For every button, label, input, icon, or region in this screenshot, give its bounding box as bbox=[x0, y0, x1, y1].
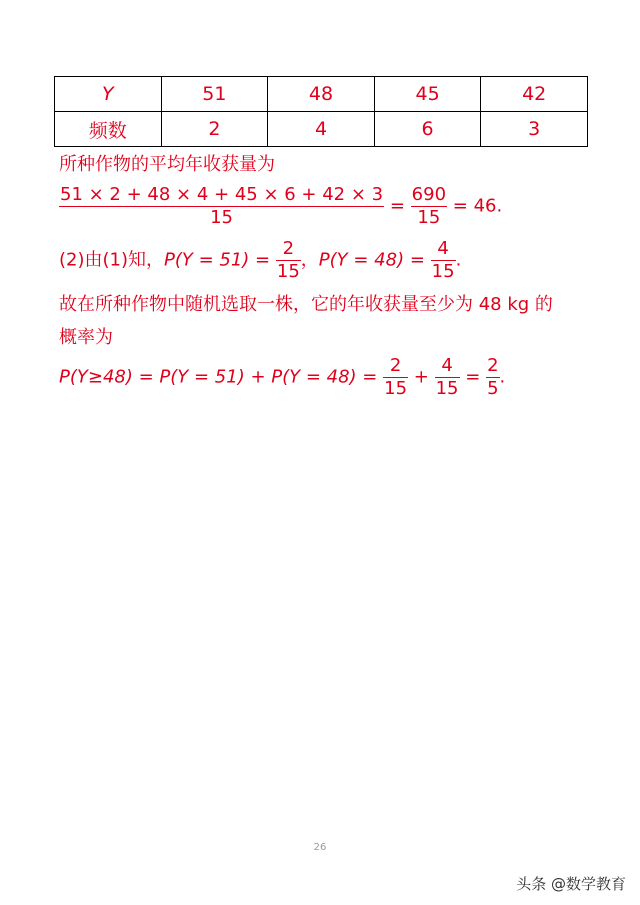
prob-48-label: P(Y = 48) = bbox=[318, 249, 425, 271]
fraction-denominator: 5 bbox=[487, 378, 499, 399]
fraction-numerator: 2 bbox=[276, 238, 301, 261]
fraction-numerator: 4 bbox=[435, 355, 460, 378]
table-cell: 6 bbox=[374, 112, 481, 147]
fraction-denominator: 15 bbox=[435, 378, 459, 399]
period: . bbox=[499, 366, 506, 388]
table-row-frequency bbox=[55, 112, 588, 147]
fraction-numerator: 4 bbox=[431, 238, 456, 261]
final-fraction-2 bbox=[435, 355, 460, 400]
watermark: 头条 @数学教育 bbox=[516, 875, 626, 893]
page-number: 26 bbox=[313, 842, 327, 853]
fraction-numerator: 690 bbox=[411, 184, 447, 205]
table-cell: 51 bbox=[161, 77, 268, 112]
table-cell: 频数 bbox=[55, 112, 162, 147]
table-cell: 4 bbox=[268, 112, 375, 147]
separator: ， bbox=[300, 249, 319, 271]
prob-51-fraction bbox=[276, 238, 301, 283]
equals-sign: = bbox=[465, 366, 481, 388]
fraction-denominator: 15 bbox=[417, 207, 441, 228]
table-cell: 2 bbox=[161, 112, 268, 147]
solution-line-5: 概率为 bbox=[59, 327, 113, 348]
final-left: P(Y≥48) = P(Y = 51) + P(Y = 48) = bbox=[59, 366, 378, 388]
fraction-denominator: 15 bbox=[276, 261, 300, 282]
fraction-denominator: 15 bbox=[384, 378, 408, 399]
final-fraction-3 bbox=[486, 355, 499, 400]
table-cell: Y bbox=[55, 77, 162, 112]
fraction-numerator: 2 bbox=[383, 355, 408, 378]
solution-line-4: 故在所种作物中随机选取一株，它的年收获量至少为 48 kg 的 bbox=[59, 294, 553, 315]
plus-sign: + bbox=[413, 366, 429, 388]
final-equation bbox=[59, 355, 505, 400]
part2-prefix: (2)由(1)知， bbox=[59, 249, 164, 271]
table-cell: 42 bbox=[481, 77, 588, 112]
mean-numerator: 51 × 2 + 48 × 4 + 45 × 6 + 42 × 3 bbox=[60, 184, 384, 205]
table-cell: 48 bbox=[268, 77, 375, 112]
mean-result: = 46. bbox=[452, 195, 503, 217]
mean-value-fraction bbox=[411, 184, 447, 229]
fraction-denominator: 15 bbox=[431, 261, 455, 282]
part2-line bbox=[59, 238, 461, 283]
mean-equation bbox=[59, 184, 502, 229]
solution-line-1: 所种作物的平均年收获量为 bbox=[59, 154, 275, 175]
table-row-values bbox=[55, 77, 588, 112]
prob-48-fraction bbox=[431, 238, 456, 283]
final-fraction-1 bbox=[383, 355, 408, 400]
table-cell: 45 bbox=[374, 77, 481, 112]
period: . bbox=[455, 249, 462, 271]
mean-denominator: 15 bbox=[210, 207, 233, 228]
table-cell: 3 bbox=[481, 112, 588, 147]
frequency-table bbox=[54, 76, 588, 147]
equals-sign: = bbox=[389, 195, 405, 217]
prob-51-label: P(Y = 51) = bbox=[164, 249, 271, 271]
mean-fraction bbox=[59, 184, 384, 229]
fraction-numerator: 2 bbox=[487, 355, 499, 376]
